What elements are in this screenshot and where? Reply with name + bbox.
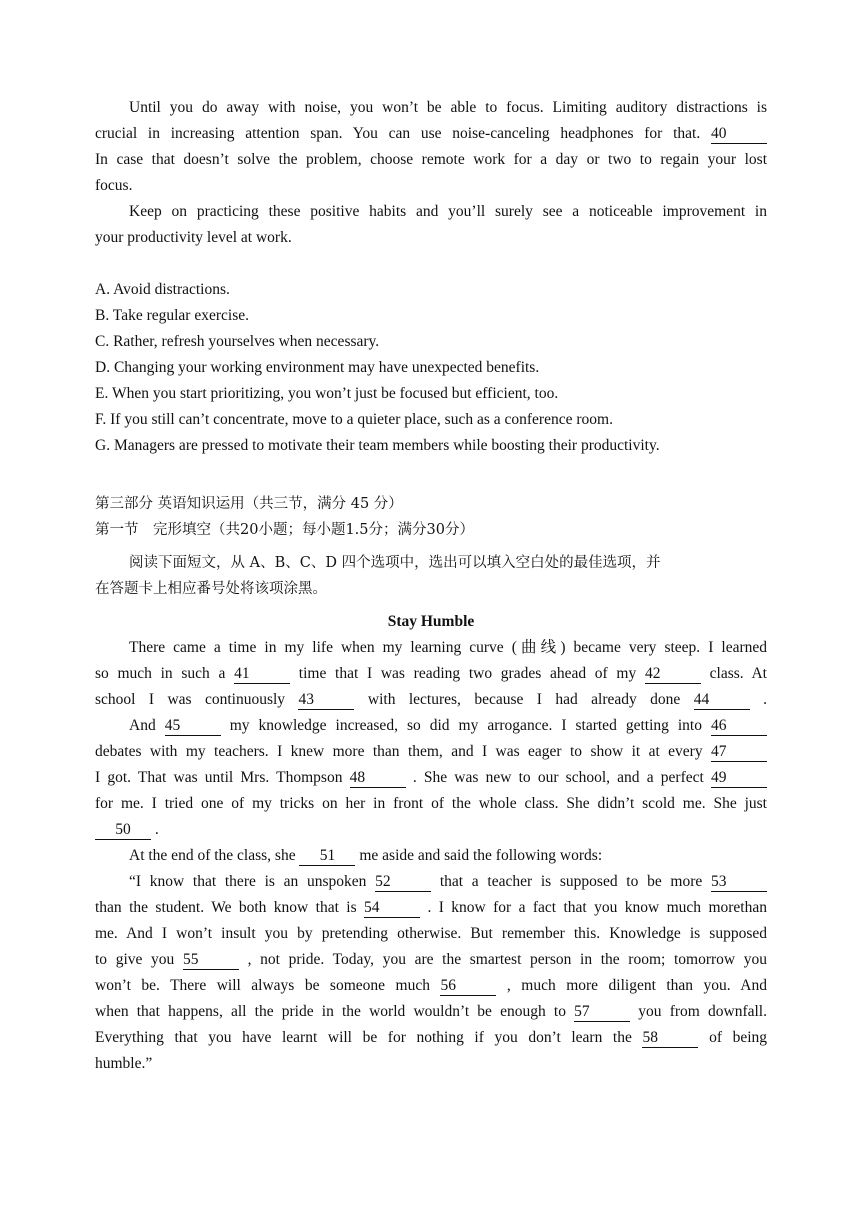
blank-46[interactable]: 46 [711,717,767,736]
text-segment: crucial in increasing attention span. You can use noise-canceling headphones for that. [95,125,711,142]
text-line [95,662,767,686]
blank-44[interactable]: 44 [694,691,750,710]
text-line [95,740,767,764]
text-line [95,896,767,920]
text-segment: . She was new to our school, and a perfect [412,769,711,786]
passage-title: Stay Humble [387,613,475,630]
text-line [95,226,767,250]
text-segment: Keep on practicing these positive habits and you’ll surely see a noticeable improvement in [129,203,767,220]
text-segment: . I know for a fact that you know much morethan [427,899,767,916]
text-line [95,844,767,868]
text-segment: that a teacher is supposed to be more [439,873,711,890]
text-segment: school I was continuously [95,691,299,708]
text-segment: with lectures, because I had already done [367,691,694,708]
option-g: G. Managers are pressed to motivate their team members while boosting their productivity. [95,437,660,454]
option-d: D. Changing your working environment may have unexpected benefits. [95,359,540,376]
option-c: C. Rather, refresh yourselves when necessary. [95,333,380,350]
blank-52[interactable]: 52 [375,873,431,892]
text-segment: In case that doesn’t solve the problem, choose remote work for a day or two to regain your lost [95,151,767,168]
blank-57[interactable]: 57 [574,1003,630,1022]
blank-48[interactable]: 48 [350,769,406,788]
text-line [95,766,767,790]
text-segment: At the end of the class, she [129,847,300,864]
text-segment: I got. That was until Mrs. Thompson [95,769,350,786]
text-line [95,200,767,224]
text-segment: when that happens, all the pride in the world wouldn’t be enough to [95,1003,575,1020]
blank-53[interactable]: 53 [711,873,767,892]
text-line [95,96,767,120]
text-segment: your productivity level at work. [95,229,292,246]
option-e: E. When you start prioritizing, you won’t just be focused but efficient, too. [95,385,559,402]
text-segment: Everything that you have learnt will be for nothing if you don’t learn the [95,1029,643,1046]
blank-54[interactable]: 54 [364,899,420,918]
blank-40[interactable]: 40 [711,125,767,144]
text-segment: , much more diligent than you. And [506,977,767,994]
text-segment: you from downfall. [638,1003,767,1020]
text-line [95,714,767,738]
text-segment: , not pride. Today, you are the smartest person in the room; tomorrow you [247,951,767,968]
option-a: A. Avoid distractions. [95,281,230,298]
option-b: B. Take regular exercise. [95,307,249,324]
blank-50[interactable]: 50 [95,821,151,840]
text-segment: than the student. We both know that is [95,899,365,916]
text-segment: . [763,691,768,708]
text-line [95,792,767,816]
part-heading: 第三部分 英语知识运用（共三节，满分 45 分） [95,496,403,512]
text-segment: of being [709,1029,768,1046]
blank-47[interactable]: 47 [711,743,767,762]
text-segment: debates with my teachers. I knew more than them, and I was eager to show it at every [95,743,711,760]
blank-58[interactable]: 58 [642,1029,698,1048]
text-segment: “I know that there is an unspoken [129,873,376,890]
text-line [95,122,767,146]
text-line [95,636,767,660]
blank-43[interactable]: 43 [298,691,354,710]
text-line [95,974,767,998]
instructions-line-2: 在答题卡上相应番号处将该项涂黑。 [95,581,327,597]
blank-41[interactable]: 41 [234,665,290,684]
text-segment: class. At [709,665,767,682]
section-heading: 第一节 完形填空（共20小题；每小题1.5分；满分30分） [95,522,474,538]
text-segment: my knowledge increased, so did my arrogance. I started getting into [229,717,711,734]
instructions-line-1: 阅读下面短文，从 A、B、C、D 四个选项中，选出可以填入空白处的最佳选项，并 [129,555,661,571]
text-line [95,148,767,172]
text-segment: focus. [95,177,133,194]
text-segment: so much in such a [95,665,235,682]
text-segment: for me. I tried one of my tricks on her in front of the whole class. She didn’t scold me. She just [95,795,767,812]
text-segment: time that I was reading two grades ahead of my [298,665,645,682]
text-line [95,688,767,712]
blank-49[interactable]: 49 [711,769,767,788]
blank-42[interactable]: 42 [645,665,701,684]
blank-56[interactable]: 56 [440,977,496,996]
text-segment: And [129,717,165,734]
text-line [95,1052,767,1076]
blank-55[interactable]: 55 [183,951,239,970]
text-segment: me aside and said the following words: [359,847,603,864]
text-segment: Until you do away with noise, you won’t be able to focus. Limiting auditory distractions is [129,99,767,116]
text-line [95,818,767,842]
text-line [95,174,767,198]
text-segment: to give you [95,951,183,968]
text-segment: There came a time in my life when my learning curve (曲线) became very steep. I learned [129,639,767,656]
text-line [95,870,767,894]
option-f: F. If you still can’t concentrate, move to a quieter place, such as a conference room. [95,411,613,428]
text-segment: humble.” [95,1055,153,1072]
text-line [95,1026,767,1050]
text-segment: won’t be. There will always be someone much [95,977,441,994]
text-line [95,948,767,972]
text-segment: me. And I won’t insult you by pretending otherwise. But remember this. Knowledge is supposed [95,925,767,942]
blank-51[interactable]: 51 [299,847,355,866]
text-line [95,922,767,946]
text-segment: . [154,821,159,838]
text-line [95,1000,767,1024]
blank-45[interactable]: 45 [165,717,221,736]
